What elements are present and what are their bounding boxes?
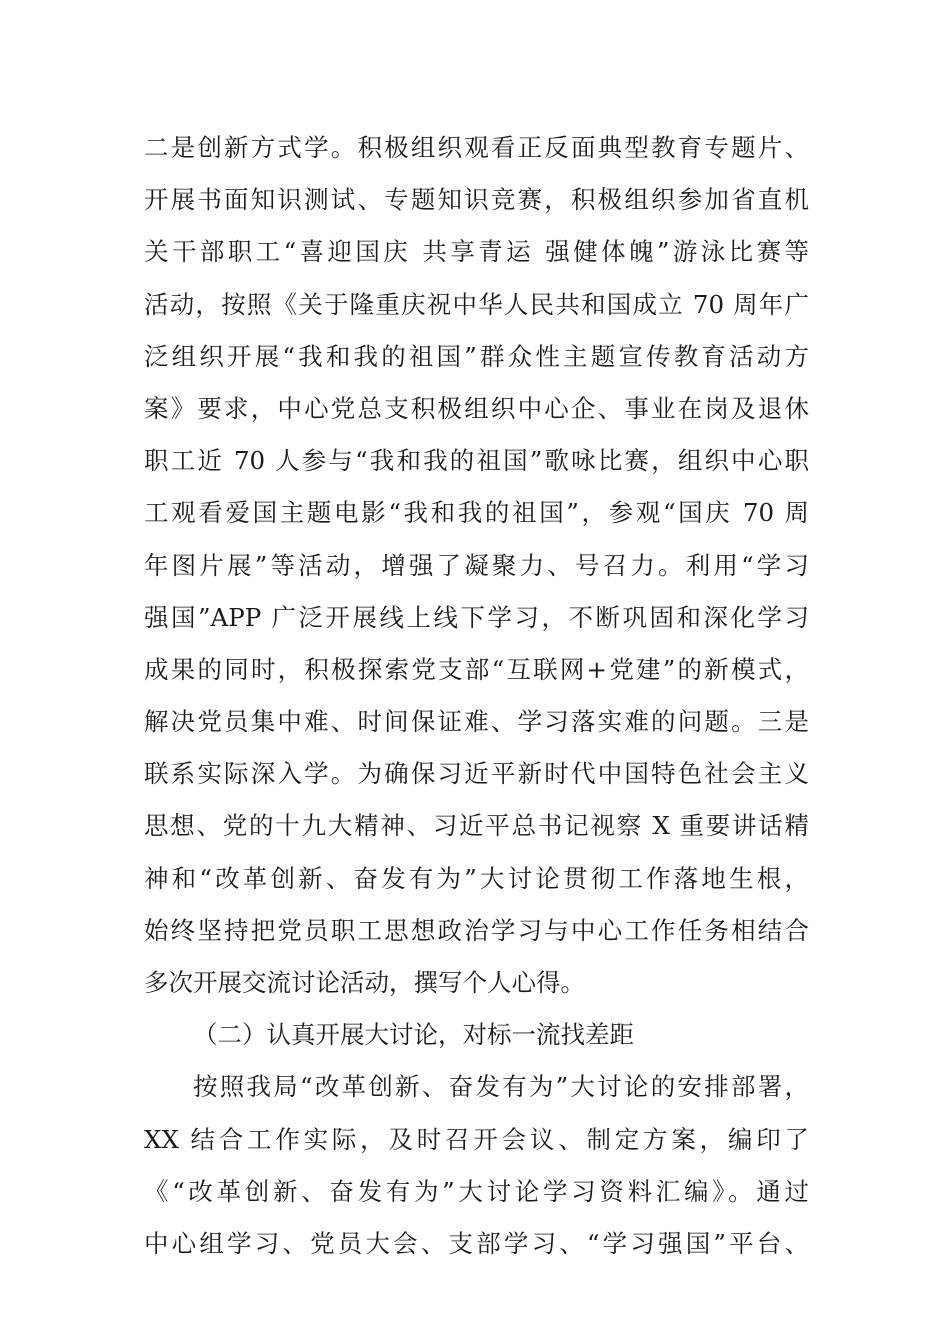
- text-line: 按照我局“改革创新、奋发有为”大讨论的安排部署，: [193, 1072, 809, 1102]
- text-line: 始终坚持把党员职工思想政治学习与中心工作任务相结合: [144, 915, 809, 945]
- text-line: XX 结合工作实际，及时召开会议、制定方案，编印了: [144, 1124, 809, 1154]
- text-line: 中心组学习、党员大会、支部学习、“学习强国”平台、: [144, 1228, 809, 1258]
- text-line: 泛组织开展“我和我的祖国”群众性主题宣传教育活动方: [144, 341, 809, 371]
- text-line: 联系实际深入学。为确保习近平新时代中国特色社会主义: [144, 759, 809, 789]
- text-line: 开展书面知识测试、专题知识竞赛，积极组织参加省直机: [144, 185, 809, 215]
- text-line: 强国”APP 广泛开展线上线下学习，不断巩固和深化学习: [144, 602, 809, 632]
- text-line: 解决党员集中难、时间保证难、学习落实难的问题。三是: [144, 707, 809, 737]
- text-line: 《“改革创新、奋发有为”大讨论学习资料汇编》。通过: [144, 1176, 809, 1206]
- text-line: 二是创新方式学。积极组织观看正反面典型教育专题片、: [144, 133, 809, 162]
- text-line: 职工近 70 人参与“我和我的祖国”歌咏比赛，组织中心职: [144, 446, 809, 476]
- text-line: 工观看爱国主题电影“我和我的祖国”，参观“国庆 70 周: [144, 498, 809, 528]
- text-line: 案》要求，中心党总支积极组织中心企、事业在岗及退休: [144, 393, 809, 423]
- text-line: 活动，按照《关于隆重庆祝中华人民共和国成立 70 周年广: [144, 289, 809, 319]
- text-line: 神和“改革创新、奋发有为”大讨论贯彻工作落地生根，: [144, 863, 809, 893]
- section-heading: （二）认真开展大讨论，对标一流找差距: [193, 1020, 634, 1050]
- text-line: 关干部职工“喜迎国庆 共享青运 强健体魄”游泳比赛等: [144, 237, 809, 267]
- body-text: [144, 122, 809, 1270]
- text-line: 年图片展”等活动，增强了凝聚力、号召力。利用“学习: [144, 550, 809, 580]
- text-line: 思想、党的十九大精神、习近平总书记视察 X 重要讲话精: [144, 811, 809, 841]
- text-line: 成果的同时，积极探索党支部“互联网+党建”的新模式，: [144, 654, 809, 684]
- text-line: 多次开展交流讨论活动，撰写个人心得。: [144, 968, 585, 997]
